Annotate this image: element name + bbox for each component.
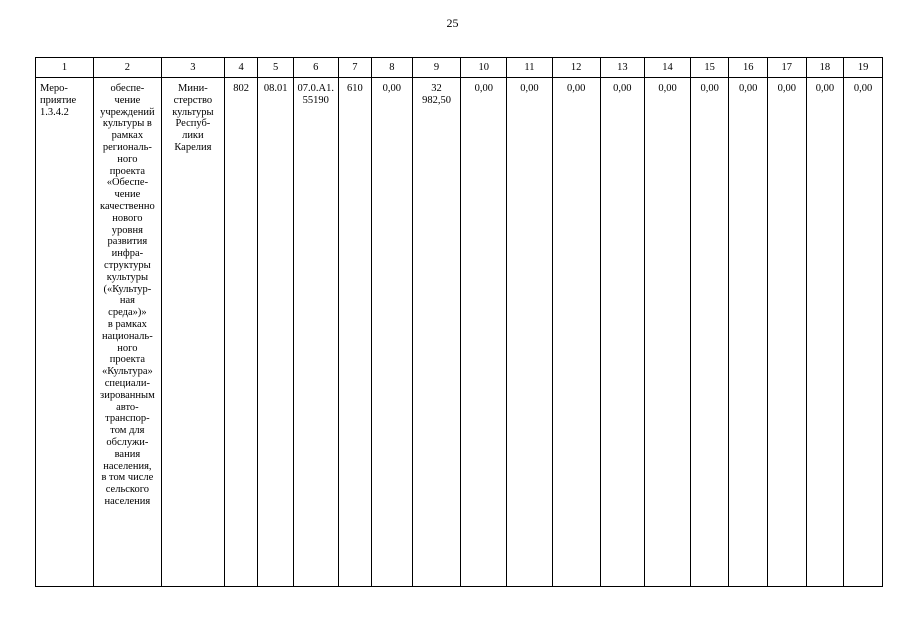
cell-text-line: ная [119, 295, 135, 307]
cell-text-line: 0,00 [853, 83, 873, 94]
cell-text-line: транспор- [105, 413, 150, 425]
header-cell-1: 1 [36, 58, 94, 78]
cell-text-line: нового [112, 212, 143, 224]
cell-text-line: 1.3.4.2 [40, 106, 69, 118]
cell-text-line: в том числе [101, 472, 154, 484]
header-cell-13: 13 [600, 58, 645, 78]
cell-text-line: 802 [233, 83, 249, 94]
cell-text-line: 982,50 [422, 94, 451, 106]
cell-text-line: населения, [103, 460, 152, 472]
cell-col-7 [338, 78, 372, 587]
cell-text-line: культуры [106, 271, 149, 283]
header-cell-4: 4 [224, 58, 258, 78]
cell-text-line: 0,00 [613, 83, 632, 94]
header-cell-3: 3 [161, 58, 224, 78]
cell-col-10 [461, 78, 507, 587]
cell-text-line: 0,00 [815, 83, 835, 94]
table-row [36, 78, 883, 587]
cell-text-line: качественно [100, 200, 155, 212]
cell-text-line: вания [114, 448, 141, 460]
cell-col-19 [844, 78, 883, 587]
cell-text-line: рамках [111, 130, 144, 142]
cell-text-line: Респуб- [175, 118, 211, 130]
cell-text-line: «Обеспе- [106, 177, 149, 189]
header-cell-16: 16 [729, 58, 768, 78]
cell-col-6 [293, 78, 338, 587]
cell-col-16 [729, 78, 768, 587]
cell-text-line: 0,00 [777, 83, 796, 94]
cell-col-4 [224, 78, 258, 587]
cell-text-line: проекта [109, 354, 146, 366]
header-cell-17: 17 [768, 58, 807, 78]
cell-event-code [36, 78, 94, 587]
cell-col-5 [258, 78, 294, 587]
header-cell-14: 14 [645, 58, 691, 78]
cell-text-line: обеспе- [110, 83, 145, 94]
cell-text-line: националь- [102, 330, 153, 342]
cell-text-line: структуры [104, 259, 151, 271]
cell-text-line: 32 [431, 83, 442, 94]
cell-col-12 [552, 78, 600, 587]
cell-col-15 [690, 78, 729, 587]
cell-col-9 [412, 78, 461, 587]
header-cell-19: 19 [844, 58, 883, 78]
cell-event-description [93, 78, 161, 587]
cell-text-line: 08.01 [263, 83, 288, 94]
cell-text-line: населения [104, 495, 151, 507]
header-cell-8: 8 [372, 58, 413, 78]
cell-text-line: среда»)» [108, 307, 147, 319]
cell-text-line: уровня [111, 224, 143, 236]
cell-text-line: региональ- [102, 141, 152, 153]
cell-text-line: 55190 [302, 94, 329, 106]
header-cell-7: 7 [338, 58, 372, 78]
header-cell-9: 9 [412, 58, 461, 78]
cell-text-line: («Культур- [103, 283, 152, 295]
header-cell-12: 12 [552, 58, 600, 78]
cell-text-line: специали- [104, 377, 151, 389]
cell-text-line: авто- [116, 401, 139, 413]
cell-text-line: 0,00 [566, 83, 586, 94]
cell-text-line: чение [114, 94, 141, 106]
cell-text-line: зированным [100, 389, 155, 401]
budget-table [35, 57, 883, 587]
cell-text-line: приятие [40, 94, 77, 106]
cell-text-line: 0,00 [474, 83, 493, 94]
cell-text-line: обслужи- [106, 436, 149, 448]
cell-text-line: ного [117, 342, 138, 354]
cell-text-line: инфра- [111, 248, 144, 260]
cell-text-line: лики [182, 130, 204, 142]
cell-text-line: развития [107, 236, 148, 248]
header-cell-11: 11 [507, 58, 553, 78]
cell-text-line: стерство [173, 94, 213, 106]
cell-text-line: сельского [105, 484, 150, 496]
cell-text-line: «Культура» [102, 366, 153, 378]
cell-text-line: Меро- [40, 83, 68, 94]
cell-col-14 [645, 78, 691, 587]
cell-col-17 [768, 78, 807, 587]
header-cell-15: 15 [690, 58, 729, 78]
cell-text-line: том для [110, 425, 145, 437]
cell-text-line: в рамках [107, 318, 147, 330]
cell-text-line: 07.0.А1. [297, 83, 334, 94]
page-number: 25 [446, 16, 459, 30]
cell-text-line: 0,00 [520, 83, 539, 94]
cell-text-line: проекта [109, 165, 146, 177]
cell-col-13 [600, 78, 645, 587]
cell-text-line: Карелия [174, 141, 212, 153]
cell-text-line: 0,00 [700, 83, 719, 94]
cell-col-11 [507, 78, 553, 587]
cell-text-line: чение [114, 189, 141, 201]
cell-text-line: учреждений [100, 106, 155, 118]
cell-responsible-executor [161, 78, 224, 587]
cell-col-8 [372, 78, 413, 587]
cell-text-line: культуры в [102, 118, 152, 130]
header-cell-10: 10 [461, 58, 507, 78]
cell-text-line: Мини- [178, 83, 208, 94]
cell-col-18 [806, 78, 844, 587]
header-cell-18: 18 [806, 58, 844, 78]
cell-text-line: ного [117, 153, 138, 165]
cell-text-line: 0,00 [658, 83, 677, 94]
header-row [36, 58, 883, 78]
cell-text-line: культуры [172, 106, 214, 118]
header-cell-5: 5 [258, 58, 294, 78]
header-cell-6: 6 [293, 58, 338, 78]
cell-text-line: 0,00 [382, 83, 402, 94]
cell-text-line: 610 [346, 83, 363, 94]
cell-text-line: 0,00 [739, 83, 758, 94]
header-cell-2: 2 [93, 58, 161, 78]
